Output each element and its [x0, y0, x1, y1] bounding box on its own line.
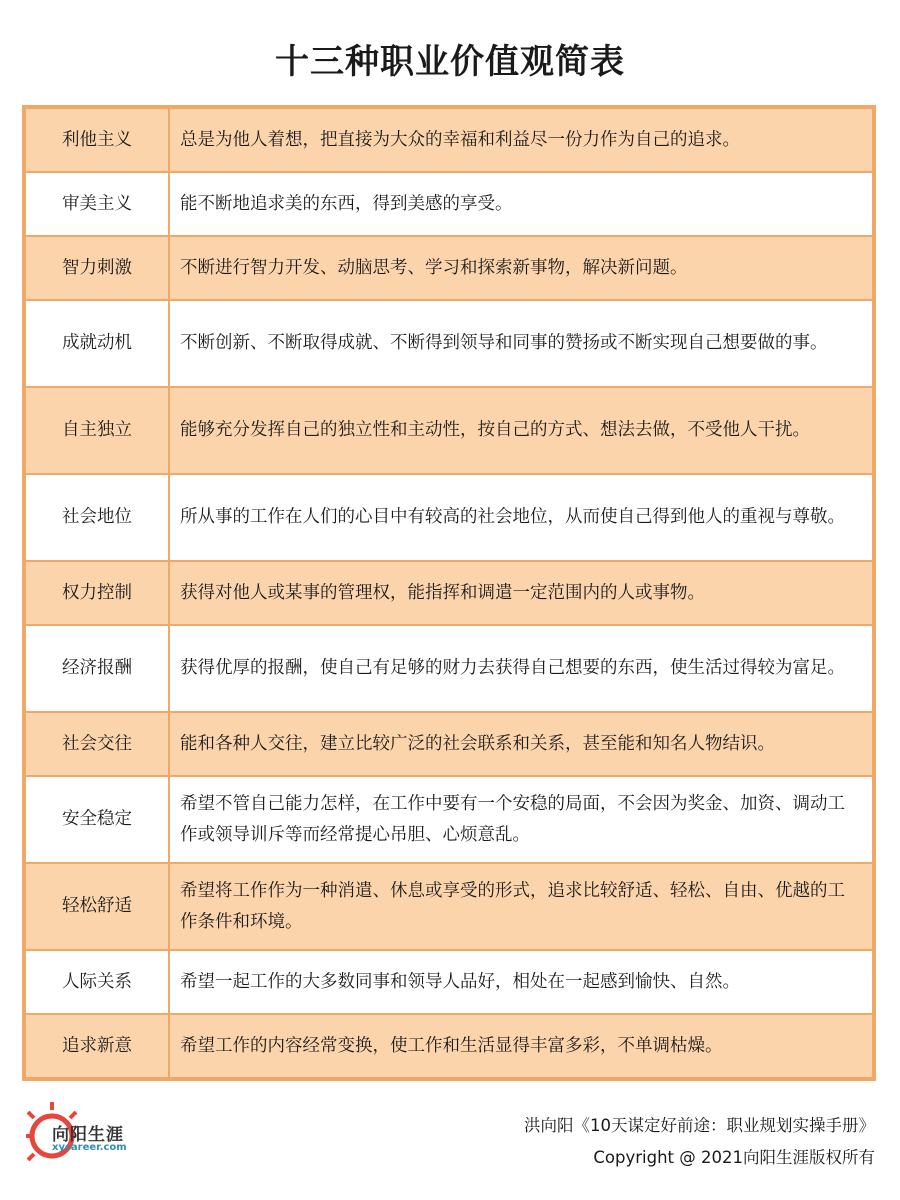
- value-name: 经济报酬: [25, 625, 169, 712]
- table-row: [25, 776, 873, 863]
- value-name: 人际关系: [25, 950, 169, 1014]
- table-row: [25, 236, 873, 300]
- table-row: [25, 300, 873, 387]
- values-table: [22, 105, 876, 1081]
- value-name: 社会地位: [25, 474, 169, 561]
- value-name: 成就动机: [25, 300, 169, 387]
- table-row: [25, 625, 873, 712]
- value-name: 审美主义: [25, 172, 169, 236]
- value-name: 智力刺激: [25, 236, 169, 300]
- value-description: 不断创新、不断取得成就、不断得到领导和同事的赞扬或不断实现自己想要做的事。: [169, 300, 873, 387]
- table-row: [25, 108, 873, 172]
- logo-text: 向阳生涯: [52, 1125, 124, 1145]
- value-description: 希望不管自己能力怎样，在工作中要有一个安稳的局面，不会因为奖金、加资、调动工作或领导训斥等而经常提心吊胆、心烦意乱。: [169, 776, 873, 863]
- value-name: 追求新意: [25, 1014, 169, 1078]
- table-row: [25, 387, 873, 474]
- footer-credit: 洪向阳《10天谋定好前途：职业规划实操手册》: [524, 1116, 875, 1135]
- page-title: 十三种职业价值观简表: [275, 42, 625, 82]
- value-name: 利他主义: [25, 108, 169, 172]
- value-description: 希望一起工作的大多数同事和领导人品好，相处在一起感到愉快、自然。: [169, 950, 873, 1014]
- value-description: 能不断地追求美的东西，得到美感的享受。: [169, 172, 873, 236]
- value-description: 不断进行智力开发、动脑思考、学习和探索新事物，解决新问题。: [169, 236, 873, 300]
- logo-url: xycareer.com: [52, 1142, 127, 1153]
- table-row: [25, 863, 873, 950]
- value-description: 希望工作的内容经常变换，使工作和生活显得丰富多彩，不单调枯燥。: [169, 1014, 873, 1078]
- value-description: 获得对他人或某事的管理权，能指挥和调遣一定范围内的人或事物。: [169, 561, 873, 625]
- table-row: [25, 950, 873, 1014]
- value-name: 社会交往: [25, 712, 169, 776]
- value-description: 希望将工作作为一种消遣、休息或享受的形式，追求比较舒适、轻松、自由、优越的工作条件和环境。: [169, 863, 873, 950]
- table-row: [25, 712, 873, 776]
- value-description: 获得优厚的报酬，使自己有足够的财力去获得自己想要的东西，使生活过得较为富足。: [169, 625, 873, 712]
- value-description: 所从事的工作在人们的心目中有较高的社会地位，从而使自己得到他人的重视与尊敬。: [169, 474, 873, 561]
- footer-copyright: Copyright @ 2021向阳生涯版权所有: [593, 1148, 875, 1167]
- table-row: [25, 172, 873, 236]
- table-row: [25, 474, 873, 561]
- value-description: 总是为他人着想，把直接为大众的幸福和利益尽一份力作为自己的追求。: [169, 108, 873, 172]
- brand-logo: [22, 1098, 162, 1168]
- value-description: 能和各种人交往，建立比较广泛的社会联系和关系，甚至能和知名人物结识。: [169, 712, 873, 776]
- value-name: 权力控制: [25, 561, 169, 625]
- value-name: 安全稳定: [25, 776, 169, 863]
- value-description: 能够充分发挥自己的独立性和主动性，按自己的方式、想法去做，不受他人干扰。: [169, 387, 873, 474]
- table-row: [25, 1014, 873, 1078]
- table-row: [25, 561, 873, 625]
- value-name: 自主独立: [25, 387, 169, 474]
- value-name: 轻松舒适: [25, 863, 169, 950]
